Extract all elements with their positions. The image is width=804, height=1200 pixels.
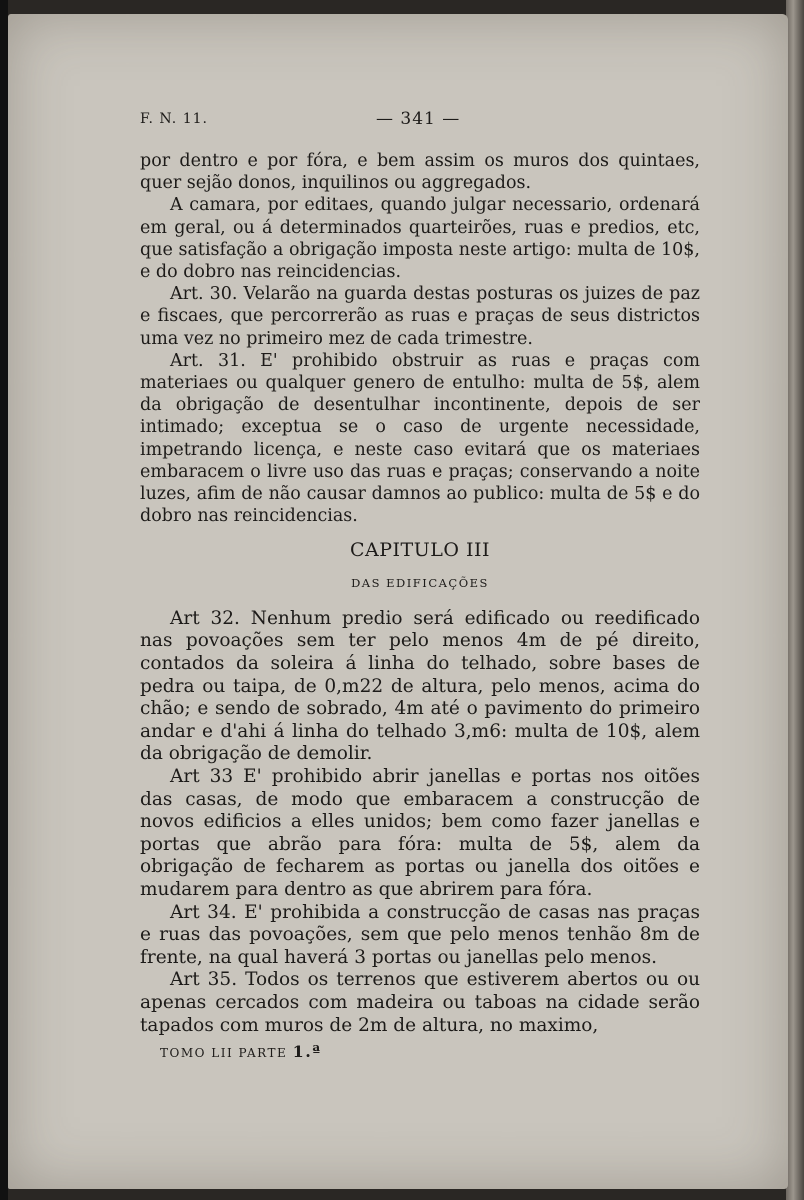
folio-mark: F. N. 11.	[140, 111, 208, 127]
page-text	[140, 108, 700, 1037]
scan-right-border	[786, 0, 804, 1200]
paragraph: por dentro e por fóra, e bem assim os muros dos quintaes, quer sejão donos, inquilinos ou aggregados.	[140, 151, 700, 194]
paragraph: Art 32. Nenhum predio será edificado ou reedificado nas povoações sem ter pelo menos 4m de pé direito, contados da soleira á linha do telhado, sobre bases de pedra ou taipa, de 0,m22 de altura, pelo menos, acima do chão; e sendo de sobrado, 4m até o pavimento do primeiro andar e d'ahi á linha do telhado 3,m6: multa de 10$, alem da obrigação de demolir.	[140, 607, 700, 765]
paragraph: Art 34. E' prohibida a construcção de casas nas praças e ruas das povoações, sem que pelo menos tenhão 8m de frente, na qual haverá 3 portas ou janellas pelo menos.	[140, 901, 700, 968]
chapter-subtitle: DAS EDIFICAÇÕES	[351, 575, 489, 590]
volume-part: 1.ª	[292, 1042, 322, 1061]
volume-label: TOMO LII PARTE	[160, 1046, 288, 1060]
section-one	[140, 150, 700, 527]
page-header	[140, 108, 700, 138]
chapter-title: CAPITULO III	[350, 539, 490, 562]
scan-left-border	[0, 0, 8, 1200]
paragraph: A camara, por editaes, quando julgar necessario, ordenará em geral, ou á determinados quarteirões, ruas e predios, etc, que satisfação a obrigação imposta neste artigo: multa de 10$, e do dobro nas reincidencias.	[140, 195, 700, 283]
section-two	[140, 608, 700, 1037]
paragraph: Art 33 E' prohibido abrir janellas e portas nos oitões das casas, de modo que embaracem a construcção de novos edificios a elles unidos; bem como fazer janellas e portas que abrão para fóra: multa de 5$, alem da obrigação de fecharem as portas ou janella dos oitões e mudarem para dentro as que abrirem para fóra.	[140, 766, 700, 900]
paragraph: Art. 31. E' prohibido obstruir as ruas e praças com materiaes ou qualquer genero de entulho: multa de 5$, alem da obrigação de desentulhar incontinente, depois de ser intimado; exceptua se o caso de urgente necessidade, impetrando licença, e neste caso evitará que os materiaes embaracem o livre uso das ruas e praças; conservando a noite luzes, afim de não causar damnos ao publico: multa de 5$ e do dobro nas reincidencias.	[140, 350, 700, 527]
paragraph: Art. 30. Velarão na guarda destas posturas os juizes de paz e fiscaes, que percorrerão as ruas e praças de seus districtos uma vez no primeiro mez de cada trimestre.	[140, 284, 700, 349]
paragraph: Art 35. Todos os terrenos que estiverem abertos ou ou apenas cercados com madeira ou taboas na cidade serão tapados com muros de 2m de altura, no maximo,	[140, 969, 700, 1036]
page-number: — 341 —	[376, 109, 461, 129]
page-footer	[160, 1042, 322, 1061]
